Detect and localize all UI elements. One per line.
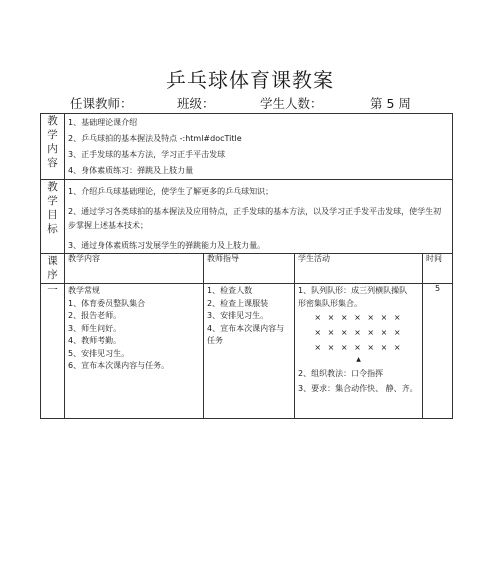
time-cell: 5 — [423, 284, 453, 419]
content-item: 1、基础理论课介绍 — [68, 118, 138, 127]
week-label: 第 5 周 — [370, 96, 411, 111]
lesson-plan-table — [40, 113, 453, 419]
content-section-body — [65, 114, 453, 180]
content-item: 4、身体素质练习：弹跳及上肢力量 — [68, 166, 194, 175]
guidance-header: 教师指导 — [204, 254, 295, 284]
content-item: 2、乒乓球拍的基本握法及特点 -:html#docTitle — [68, 134, 242, 143]
order-cell: 一 — [41, 284, 65, 419]
time-header: 时间 — [423, 254, 453, 284]
content-header: 教学内容 — [65, 254, 204, 284]
content-section-label: 教 学 内 容 — [41, 114, 65, 180]
content-item: 3、正手发球的基本方法，学习正手平击发球 — [68, 150, 226, 159]
formation-row: × × × × × × × — [314, 328, 403, 337]
students-label: 学生人数： — [260, 96, 323, 111]
activity-cell: 1、队列队形：成三列横队操队 形密集队形集合。 × × × × × × × × × × × × × × × × × × × × × ▲ 2、组织教法：口令指挥 3、要求：集合动作快、 静、齐。 — [295, 284, 423, 419]
class-label: 班级： — [177, 96, 215, 111]
activity-header: 学生活动 — [295, 254, 423, 284]
goal-item: 1、介绍乒乓球基础理论，使学生了解更多的乒乓球知识； — [68, 187, 274, 196]
goal-row — [41, 180, 453, 254]
content-cell: 教学常规 1、体育委员整队集合 2、报告老师。 3、师生问好。 4、教师考勤。 5、安排见习生。 6、宣布本次课内容与任务。 — [65, 284, 204, 419]
formation-row: × × × × × × × — [314, 313, 403, 322]
order-header: 课 序 — [41, 254, 65, 284]
page-title: 乒乓球体育课教案 — [166, 68, 334, 92]
goal-section-label: 教 学 目 标 — [41, 180, 65, 254]
teacher-marker-icon: ▲ — [356, 356, 361, 363]
column-header-row — [41, 254, 453, 284]
teacher-label: 任课教师： — [70, 96, 133, 111]
goal-item: 3、通过身体素质练习发展学生的弹跳能力及上肢力量。 — [68, 241, 266, 250]
formation-row: × × × × × × × — [314, 343, 403, 352]
goal-section-body — [65, 180, 453, 254]
guidance-cell: 1、检查人数 2、检查上课服装 3、安排见习生。 4、宣布本次课内容与 任务 — [204, 284, 295, 419]
goal-item: 2、通过学习各类球拍的基本握法及应用特点，正手发球的基本方法，以及学习正手发平击发球，使学生初步掌握上述基本技术； — [68, 207, 442, 230]
lesson-row — [41, 284, 453, 419]
content-row — [41, 114, 453, 180]
